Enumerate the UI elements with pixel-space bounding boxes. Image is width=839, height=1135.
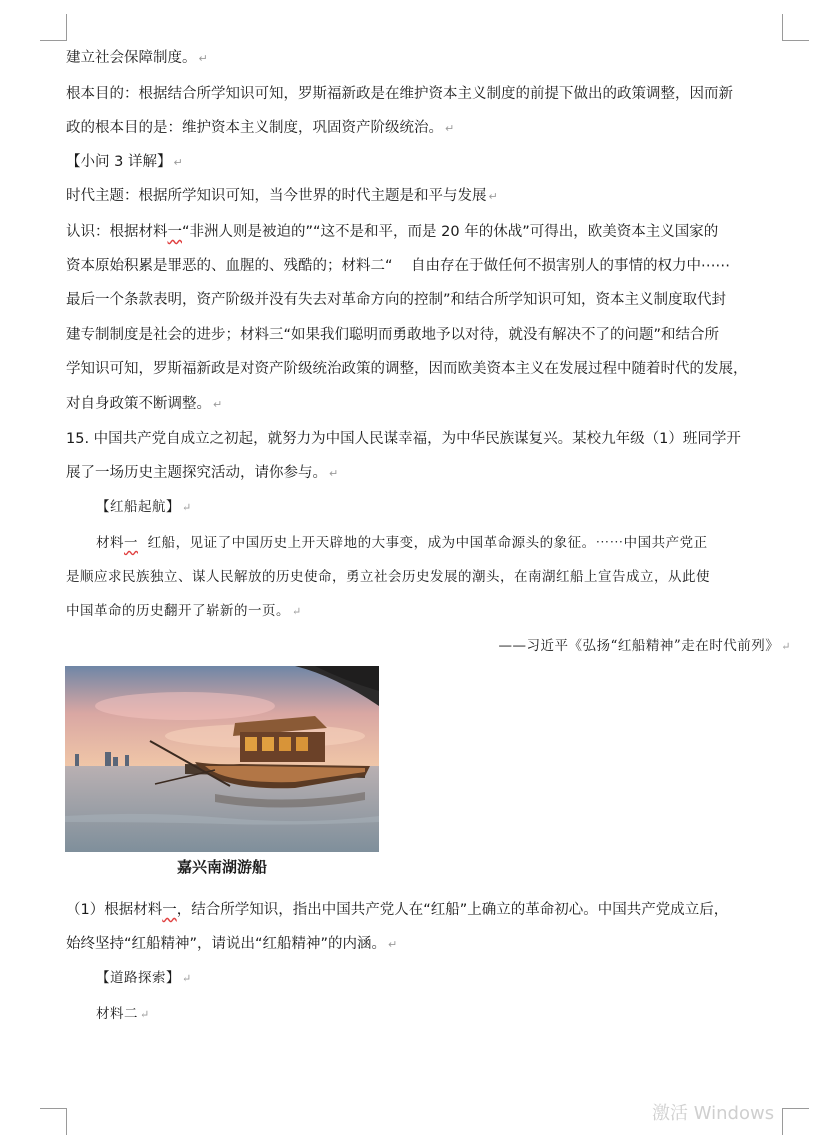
spellcheck-underline: 一 — [162, 902, 177, 918]
material-text: 是顺应求民族独立、谋人民解放的历史使命，勇立社会历史发展的潮头，在南湖红船上宣告成立，从此使 — [66, 569, 710, 585]
question-text: （1）根据材料一，结合所学知识，指出中国共产党人在“红船”上确立的革命初心。中国共产党成立后， — [66, 902, 729, 918]
red-boat-photo — [65, 666, 379, 852]
paragraph-mark-icon: ↵ — [781, 640, 791, 653]
paragraph-mark-icon: ↵ — [182, 972, 192, 985]
paragraph-mark-icon: ↵ — [488, 190, 498, 203]
text-line: 建立社会保障制度。 ↵ — [66, 50, 208, 66]
text-line: 时代主题：根据所学知识可知，当今世界的时代主题是和平与发展 ↵ — [66, 188, 498, 204]
text-line: 建专制制度是社会的进步；材料三“如果我们聪明而勇敢地予以对待，就没有解决不了的问题”和结合所 — [66, 327, 720, 343]
question-text: 15. 中国共产党自成立之初起，就努力为中国人民谋幸福，为中华民族谋复兴。某校九年级（1）班同学开 — [66, 431, 741, 447]
section-heading: 【小问 3 详解】 ↵ — [66, 154, 183, 170]
question-text: 始终坚持“红船精神”，请说出“红船精神”的内涵。 ↵ — [66, 936, 398, 952]
paragraph-mark-icon: ↵ — [182, 501, 192, 514]
quote-attribution: ——习近平《弘扬“红船精神”走在时代前列》 ↵ — [498, 638, 791, 654]
material-text: 材料一 红船，见证了中国历史上开天辟地的大事变，成为中国革命源头的象征。⋯⋯中国共产党正 — [96, 535, 708, 551]
page-corner-bottom-left — [40, 1108, 67, 1135]
text-line: 最后一个条款表明，资产阶级并没有失去对革命方向的控制”和结合所学知识可知，资本主义制度取代封 — [66, 292, 727, 308]
paragraph-mark-icon: ↵ — [198, 52, 208, 65]
text-line: 认识：根据材料一“非洲人则是被迫的”“这不是和平，而是 20 年的休战”可得出，欧美资本主义国家的 — [66, 224, 719, 240]
paragraph-mark-icon: ↵ — [388, 938, 398, 951]
spellcheck-underline: 一 — [124, 535, 138, 551]
material-label: 材料二 ↵ — [96, 1006, 150, 1022]
paragraph-mark-icon: ↵ — [173, 156, 183, 169]
page-corner-top-left — [40, 14, 67, 41]
paragraph-mark-icon: ↵ — [292, 605, 302, 618]
paragraph-mark-icon: ↵ — [329, 467, 339, 480]
material-text: 中国革命的历史翻开了崭新的一页。 ↵ — [66, 603, 302, 619]
text-line: 学知识可知，罗斯福新政是对资产阶级统治政策的调整，因而欧美资本主义在发展过程中随着时代的发展， — [66, 361, 748, 377]
page-corner-top-right — [782, 14, 809, 41]
text-line: 根本目的：根据结合所学知识可知，罗斯福新政是在维护资本主义制度的前提下做出的政策调整，因而新 — [66, 86, 733, 102]
text-line: 资本原始积累是罪恶的、血腥的、残酷的；材料二“ 自由存在于做任何不损害别人的事情的权力中⋯⋯ — [66, 258, 730, 274]
paragraph-mark-icon: ↵ — [213, 398, 223, 411]
section-heading-red-boat: 【红船起航】 ↵ — [96, 499, 192, 515]
text-line: 政的根本目的是：维护资本主义制度，巩固资产阶级统治。 ↵ — [66, 120, 455, 136]
text-line: 对自身政策不断调整。 ↵ — [66, 396, 223, 412]
spellcheck-underline: 一 — [167, 224, 182, 240]
activation-watermark: 激活 Windows — [652, 1103, 775, 1124]
page-corner-bottom-right — [782, 1108, 809, 1135]
photo-caption: 嘉兴南湖游船 — [176, 858, 267, 876]
paragraph-mark-icon: ↵ — [445, 122, 455, 135]
section-heading-road-exploration: 【道路探索】 ↵ — [96, 970, 192, 986]
question-text: 展了一场历史主题探究活动，请你参与。 ↵ — [66, 465, 339, 481]
paragraph-mark-icon: ↵ — [140, 1008, 150, 1021]
